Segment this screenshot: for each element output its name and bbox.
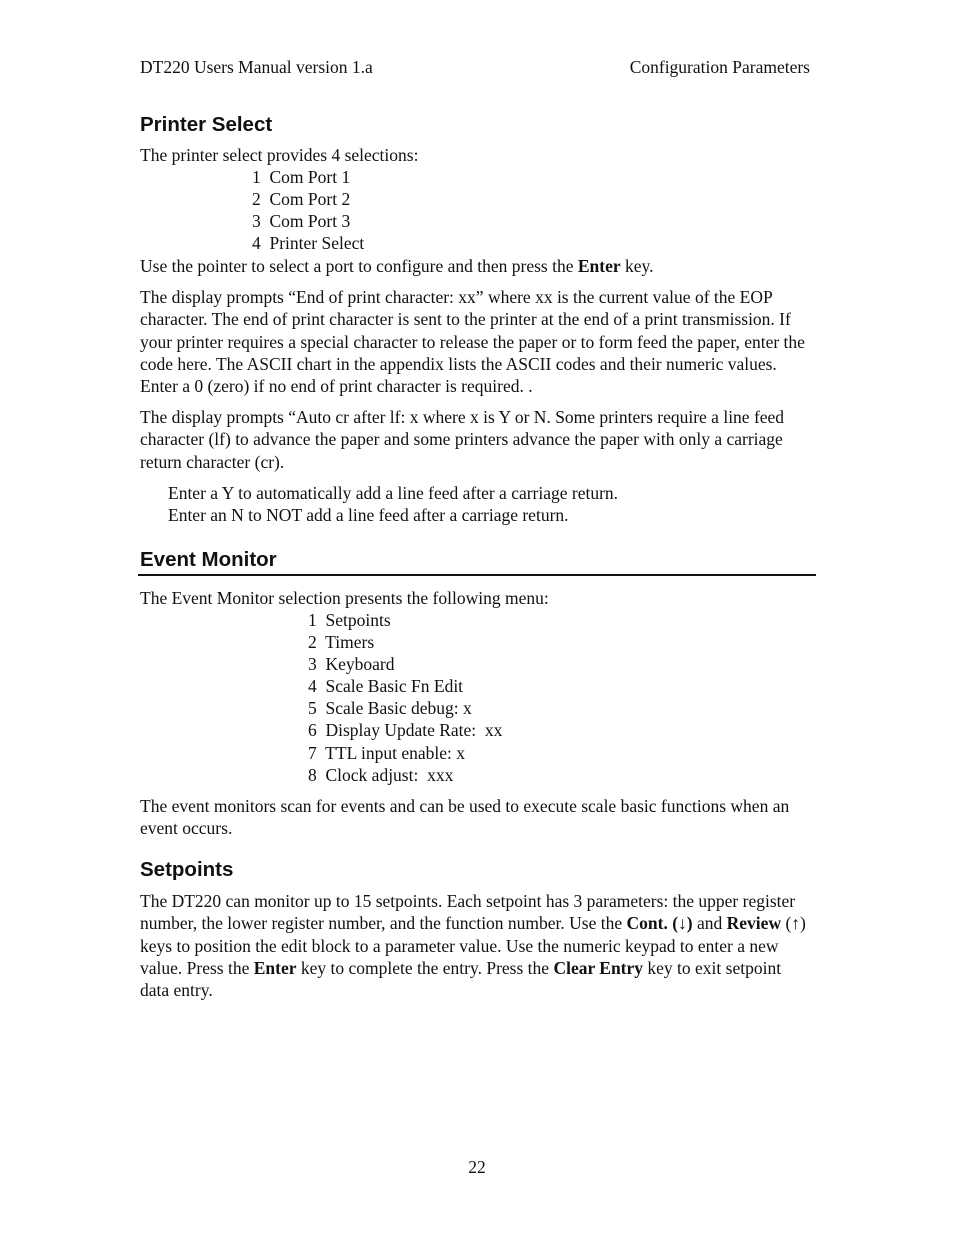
list-item: 4 Printer Select [252,233,365,254]
page-number: 22 [468,1157,486,1177]
use-pointer-paragraph [140,255,820,277]
enter-y-line: Enter a Y to automatically add a line feed after a carriage return. [168,483,619,503]
enter-key-label: Enter [253,957,297,978]
text-run: key to complete the entry. Press the [296,957,554,978]
setpoints-heading: Setpoints [140,858,234,881]
list-item: 6 Display Update Rate: xx [308,720,503,741]
clear-entry-key-label: Clear Entry [553,957,644,978]
auto-cr-paragraph: The display prompts “Auto cr after lf: x where x is Y or N. Some printers require a line feed character (lf) to advance the paper and some printers advance the paper with only a carriage return character (cr). [140,407,785,472]
text-run: ) keys to position the edit block to a parameter value. Use the numeric keypad to enter a new value. Press the [140,913,806,978]
text-run: The DT220 can monitor up to 15 setpoints. Each setpoint has 3 parameters: the upper register number, the lower register number, and the function number. Use the [140,891,796,934]
text-run: and [692,913,727,934]
running-header-left: DT220 Users Manual version 1.a [140,57,373,77]
list-item: 3 Keyboard [308,654,395,675]
list-item: 2 Com Port 2 [252,189,351,210]
text-run: key. [620,256,654,276]
list-item: 7 TTL input enable: x [308,742,465,763]
enter-n-line: Enter an N to NOT add a line feed after a carriage return. [168,505,569,525]
text-run: Use the pointer to select a port to configure and then press the [140,256,578,276]
running-header-right: Configuration Parameters [629,57,810,77]
list-item: 1 Com Port 1 [252,167,351,187]
up-arrow-icon: ↑ [791,913,801,934]
review-key-label: Review [726,913,782,934]
setpoints-paragraph [140,890,812,1001]
event-monitor-menu-list [308,609,502,786]
list-item: 2 Timers [308,632,375,653]
text-run: ( [781,913,792,934]
event-monitor-heading: Event Monitor [140,548,277,571]
enter-key-label: Enter [577,256,621,276]
list-item: 3 Com Port 3 [252,211,351,232]
list-item: 5 Scale Basic debug: x [308,698,472,719]
list-item: 1 Setpoints [308,610,391,630]
event-monitor-intro: The Event Monitor selection presents the following menu: [140,588,549,608]
list-item: 4 Scale Basic Fn Edit [308,676,464,697]
section-divider [138,574,816,576]
event-monitor-outro: The event monitors scan for events and can be used to execute scale basic functions when an event occurs. [140,796,790,839]
printer-select-intro: The printer select provides 4 selections: [140,145,419,165]
cont-key-label: Cont. (↓) [626,913,693,934]
printer-select-list [252,166,364,254]
printer-select-heading: Printer Select [140,113,273,136]
text-run: key to exit setpoint data entry. [140,957,782,1001]
list-item: 8 Clock adjust: xxx [308,764,454,785]
eop-paragraph: The display prompts “End of print character: xx” where xx is the current value of the EOP character. The end of print character is sent to the printer at the end of a print transmission. If your printer requires a special character to release the paper or to form feed the paper, enter the code here. The ASCII chart in the appendix lists the ASCII codes and their numeric values. Enter a 0 (zero) if no end of print character is required. . [140,287,805,397]
